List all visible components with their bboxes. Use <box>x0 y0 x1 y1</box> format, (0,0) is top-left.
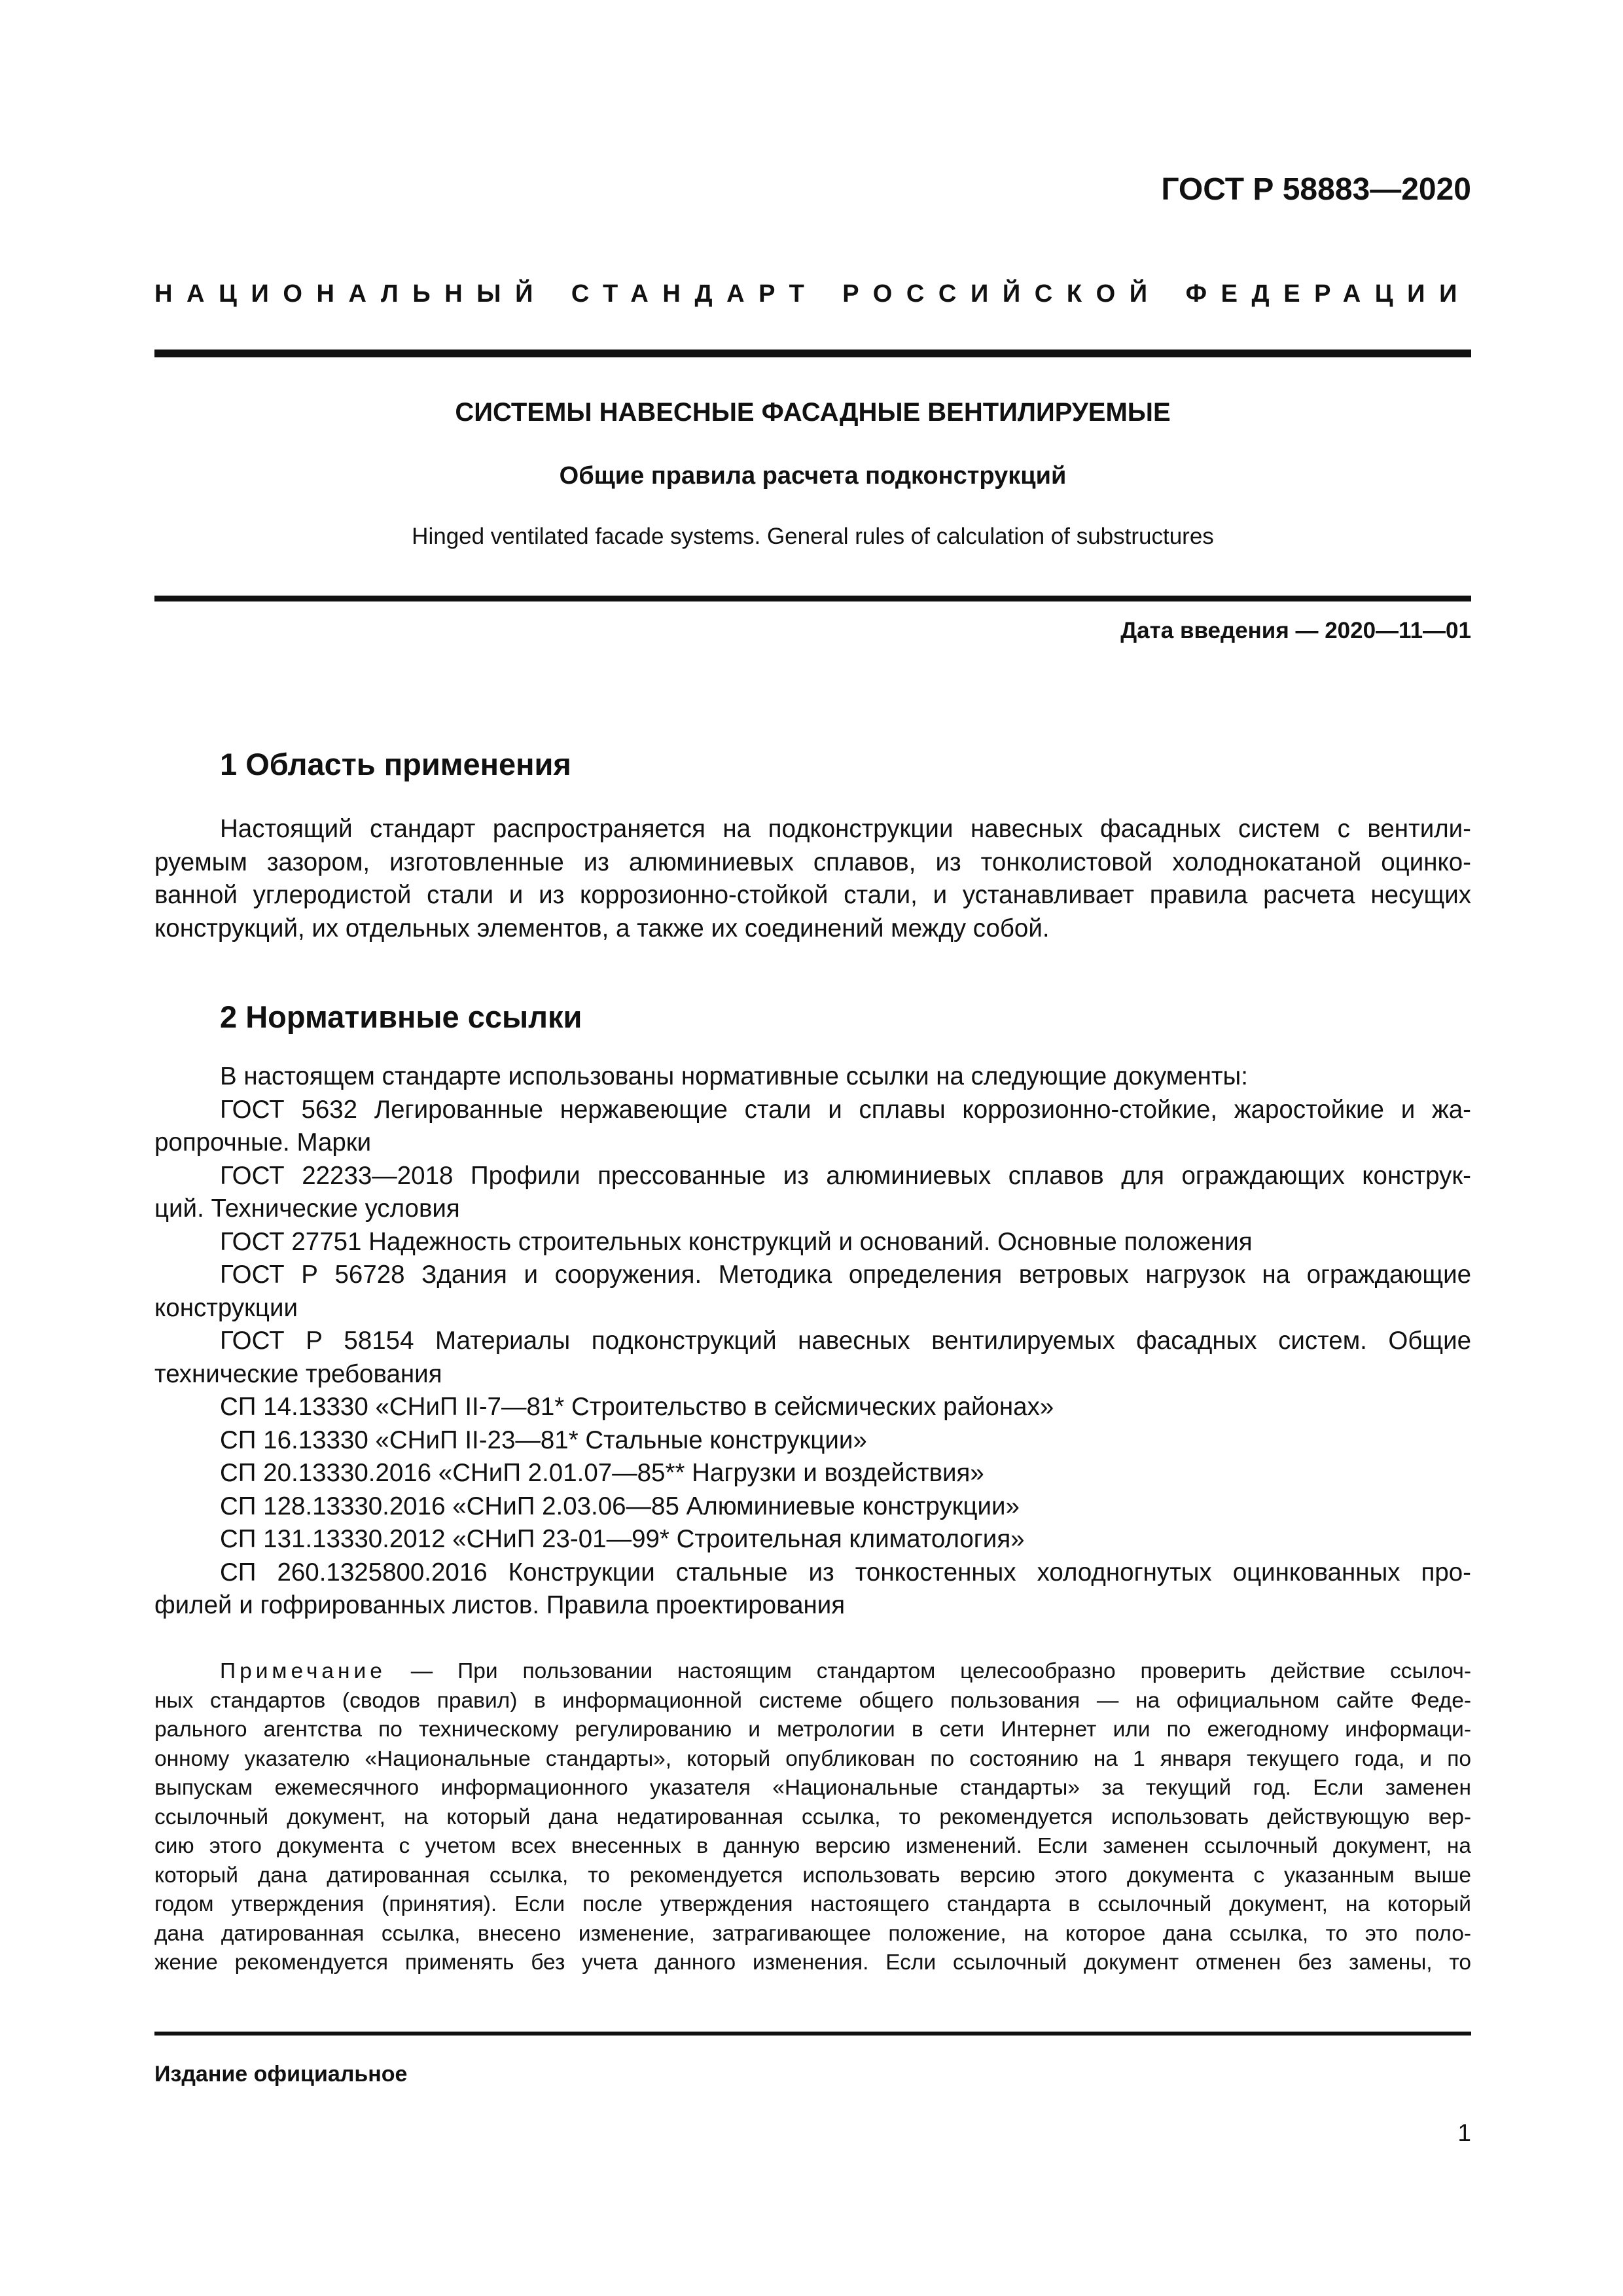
official-edition-label: Издание официальное <box>154 2062 408 2087</box>
list-item: СП 14.13330 «СНиП II-7—81* Строительство в сейсмических районах» <box>220 1393 1054 1421</box>
note-paragraph <box>154 1657 1471 1978</box>
list-item: ций. Технические условия <box>154 1194 460 1223</box>
list-item: ропрочные. Марки <box>154 1128 372 1157</box>
list-item: ГОСТ 22233—2018 Профили прессованные из алюминиевых сплавов для ограждающих конструк- <box>220 1161 1471 1190</box>
text-line: конструкций, их отдельных элементов, а также их соединений между собой. <box>154 914 1050 942</box>
note-line: ссылочный документ, на который дана недатированная ссылка, то рекомендуется использовать действующую вер- <box>154 1804 1471 1829</box>
note-text: — При пользовании настоящим стандартом целесообразно проверить действие ссылоч- <box>385 1659 1471 1683</box>
section-heading-references: 2 Нормативные ссылки <box>220 999 582 1034</box>
list-item: СП 260.1325800.2016 Конструкции стальные из тонкостенных холодногнутых оцинкованных про- <box>220 1558 1471 1587</box>
english-title: Hinged ventilated facade systems. General rules of calculation of substructures <box>412 524 1214 549</box>
list-item: конструкции <box>154 1293 298 1322</box>
scope-paragraph <box>154 813 1471 945</box>
note-line: рального агентства по техническому регулированию и метрологии в сети Интернет или по ежегодному информаци- <box>154 1717 1471 1742</box>
page-number: 1 <box>1457 2119 1471 2146</box>
note-line: ных стандартов (сводов правил) в информационной системе общего пользования — на официальном сайте Феде- <box>154 1688 1471 1713</box>
list-item: ГОСТ 27751 Надежность строительных конструкций и оснований. Основные положения <box>220 1227 1253 1256</box>
note-line: сию этого документа с учетом всех внесенных в данную версию изменений. Если заменен ссылочный документ, на <box>154 1834 1471 1858</box>
note-line: онному указателю «Национальные стандарты», который опубликован по состоянию на 1 января текущего года, и по <box>154 1746 1471 1771</box>
list-item: ГОСТ 5632 Легированные нержавеющие стали и сплавы коррозионно-стойкие, жаростойкие и жа- <box>220 1095 1471 1124</box>
list-item: филей и гофрированных листов. Правила проектирования <box>154 1591 846 1619</box>
national-standard-banner: НАЦИОНАЛЬНЫЙ СТАНДАРТ РОССИЙСКОЙ ФЕДЕРАЦИИ <box>154 280 1471 308</box>
references-list <box>154 1060 1471 1623</box>
text-line: ванной углеродистой стали и из коррозионно-стойкой стали, и устанавливает правила расчета несущих <box>154 881 1471 909</box>
note-label: Примечание <box>220 1659 386 1683</box>
list-item: технические требования <box>154 1359 442 1388</box>
note-line: дана датированная ссылка, внесено изменение, затрагивающее положение, на которое дана ссылка, то это поло- <box>154 1921 1471 1946</box>
note-first-line <box>154 1657 1471 1687</box>
introduction-date: Дата введения — 2020—11—01 <box>1120 618 1471 643</box>
list-item: ГОСТ Р 56728 Здания и сооружения. Методика определения ветровых нагрузок на ограждающие <box>220 1261 1471 1289</box>
section-heading-scope: 1 Область применения <box>220 747 571 781</box>
footer-divider <box>154 2032 1471 2036</box>
list-item: СП 16.13330 «СНиП II-23—81* Стальные конструкции» <box>220 1426 867 1454</box>
list-item: В настоящем стандарте использованы нормативные ссылки на следующие документы: <box>220 1062 1248 1090</box>
list-item: СП 20.13330.2016 «СНиП 2.01.07—85** Нагрузки и воздействия» <box>220 1459 984 1487</box>
document-code: ГОСТ Р 58883—2020 <box>1161 172 1471 207</box>
title-divider <box>154 596 1471 601</box>
note-line: выпускам ежемесячного информационного указателя «Национальные стандарты» за текущий год. Если заменен <box>154 1776 1471 1800</box>
list-item: СП 131.13330.2012 «СНиП 23-01—99* Строительная климатология» <box>220 1525 1025 1553</box>
list-item: СП 128.13330.2016 «СНиП 2.03.06—85 Алюминиевые конструкции» <box>220 1492 1020 1520</box>
note-line: жение рекомендуется применять без учета данного изменения. Если ссылочный документ отменен без замены, то <box>154 1950 1471 1975</box>
text-line: Настоящий стандарт распространяется на подконструкции навесных фасадных систем с вентили- <box>220 815 1471 843</box>
note-line: годом утверждения (принятия). Если после утверждения настоящего стандарта в ссылочный документ, на который <box>154 1892 1471 1916</box>
top-divider <box>154 350 1471 357</box>
list-item: ГОСТ Р 58154 Материалы подконструкций навесных вентилируемых фасадных систем. Общие <box>220 1327 1471 1355</box>
document-subtitle: Общие правила расчета подконструкций <box>559 462 1067 490</box>
note-line: который дана датированная ссылка, то рекомендуется использовать версию этого документа с указанным выше <box>154 1863 1471 1888</box>
text-line: руемым зазором, изготовленные из алюминиевых сплавов, из тонколистовой холоднокатаной оцинко- <box>154 848 1471 876</box>
document-title: СИСТЕМЫ НАВЕСНЫЕ ФАСАДНЫЕ ВЕНТИЛИРУЕМЫЕ <box>455 398 1171 427</box>
